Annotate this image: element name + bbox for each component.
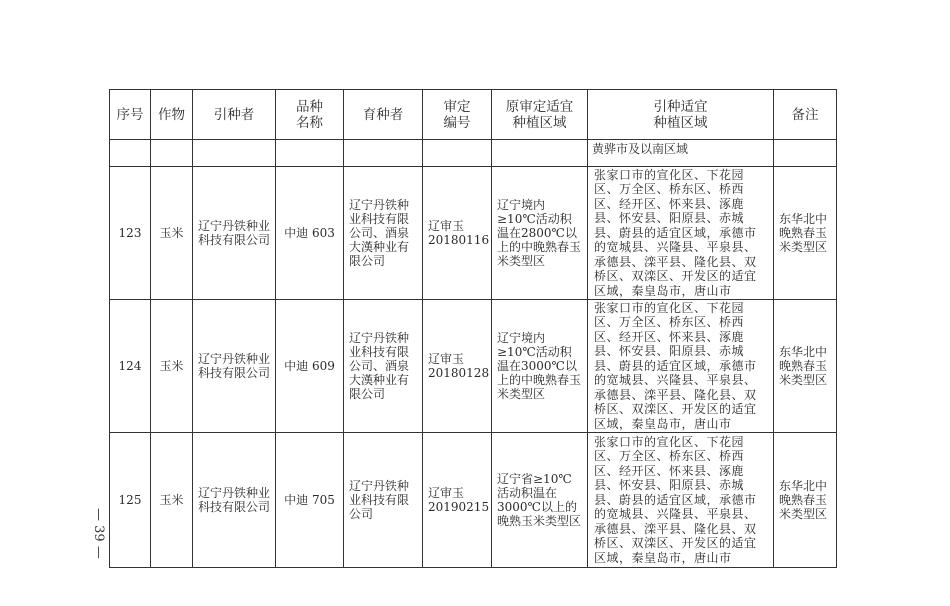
cell-introducer: 辽宁丹铁种业科技有限公司 (193, 433, 276, 568)
cell-introducer: 辽宁丹铁种业科技有限公司 (193, 300, 276, 433)
header-breeder: 育种者 (344, 90, 423, 140)
cell-breeder: 辽宁丹铁种业科技有限公司、酒泉大漢种业有限公司 (344, 167, 423, 300)
header-row (110, 90, 837, 140)
header-variety: 品种 名称 (276, 90, 344, 140)
cell-crop: 玉米 (151, 167, 193, 300)
cell-approval: 辽审玉 20180116 (423, 167, 492, 300)
cell-approval: 辽审玉 20180128 (423, 300, 492, 433)
cell-intro-region: 张家口市的宣化区、下花园区、万全区、桥东区、桥西区、经开区、怀来县、涿鹿县、怀安县、阳原县、赤城县、蔚县的适宜区域，承德市的宽城县、兴隆县、平泉县、承德县、滦平县、隆化县、双桥区、双滦区、开发区的适宜区域，秦皇岛市，唐山市 (588, 433, 774, 568)
header-approval: 审定 编号 (423, 90, 492, 140)
cell-seq: 123 (110, 167, 151, 300)
cell-introducer: 辽宁丹铁种业科技有限公司 (193, 167, 276, 300)
cell-orig-region: 辽宁境内≥10℃活动积温在3000℃以上的中晚熟春玉米类型区 (492, 300, 588, 433)
table-row (110, 167, 837, 300)
header-crop: 作物 (151, 90, 193, 140)
cell-remark: 东华北中晚熟春玉米类型区 (774, 167, 837, 300)
variety-introduction-table (109, 89, 837, 568)
cell-approval: 辽审玉 20190215 (423, 433, 492, 568)
cell-orig-region: 辽宁省≥10℃活动积温在3000℃以上的晚熟玉米类型区 (492, 433, 588, 568)
cell-crop: 玉米 (151, 300, 193, 433)
table-row (110, 300, 837, 433)
cell-breeder: 辽宁丹铁种业科技有限公司 (344, 433, 423, 568)
header-seq: 序号 (110, 90, 151, 140)
cell-remark: 东华北中晚熟春玉米类型区 (774, 300, 837, 433)
cell-seq: 125 (110, 433, 151, 568)
cell-intro-region: 张家口市的宣化区、下花园区、万全区、桥东区、桥西区、经开区、怀来县、涿鹿县、怀安县、阳原县、赤城县、蔚县的适宜区域，承德市的宽城县、兴隆县、平泉县、承德县、滦平县、隆化县、双桥区、双滦区、开发区的适宜区域，秦皇岛市，唐山市 (588, 167, 774, 300)
cell-variety: 中迪 609 (276, 300, 344, 433)
cell-variety: 中迪 603 (276, 167, 344, 300)
cell-seq: 124 (110, 300, 151, 433)
cell-breeder: 辽宁丹铁种业科技有限公司、酒泉大漢种业有限公司 (344, 300, 423, 433)
header-introducer: 引种者 (193, 90, 276, 140)
cell-orig-region: 辽宁境内≥10℃活动积温在2800℃以上的中晚熟春玉米类型区 (492, 167, 588, 300)
continuation-row (110, 140, 837, 167)
cell-variety: 中迪 705 (276, 433, 344, 568)
header-orig-region: 原审定适宜 种植区域 (492, 90, 588, 140)
header-remark: 备注 (774, 90, 837, 140)
cell-intro-region: 张家口市的宣化区、下花园区、万全区、桥东区、桥西区、经开区、怀来县、涿鹿县、怀安县、阳原县、赤城县、蔚县的适宜区域，承德市的宽城县、兴隆县、平泉县、承德县、滦平县、隆化县、双桥区、双滦区、开发区的适宜区域，秦皇岛市，唐山市 (588, 300, 774, 433)
page-number: — 39 — (91, 507, 106, 559)
cell-crop: 玉米 (151, 433, 193, 568)
header-intro-region: 引种适宜 种植区域 (588, 90, 774, 140)
continuation-text: 黄骅市及以南区域 (588, 140, 774, 167)
cell-remark: 东华北中晚熟春玉米类型区 (774, 433, 837, 568)
table-row (110, 433, 837, 568)
